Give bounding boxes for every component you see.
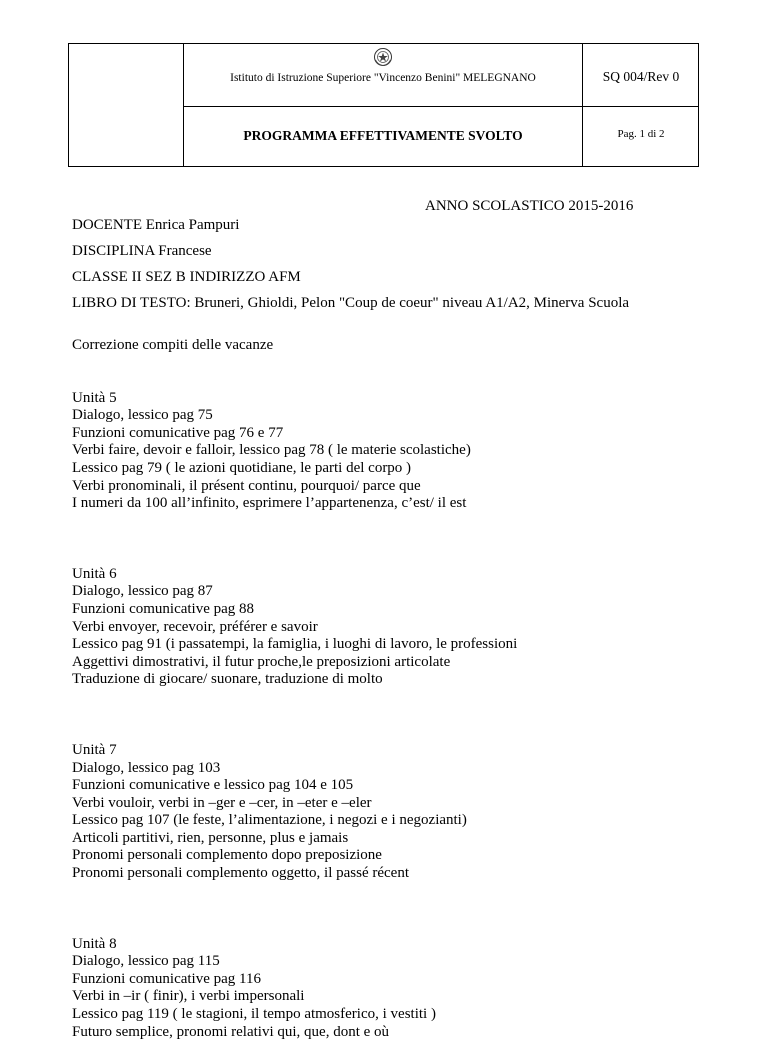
unit-line: Futuro semplice, pronomi relativi qui, que, dont e où <box>72 1023 390 1040</box>
document-title: PROGRAMMA EFFETTIVAMENTE SVOLTO <box>243 128 523 143</box>
unit-line: Articoli partitivi, rien, personne, plus e jamais <box>72 829 349 846</box>
unit-line: Dialogo, lessico pag 103 <box>72 759 221 776</box>
page-number: Pag. 1 di 2 <box>617 128 665 140</box>
unit-line: Dialogo, lessico pag 75 <box>72 407 213 424</box>
unit-title: Unità 7 <box>72 741 117 758</box>
header-divider <box>183 106 698 107</box>
unit-section <box>72 566 732 689</box>
unit-line: I numeri da 100 all’infinito, esprimere l’appartenenza, c’est/ il est <box>72 495 467 512</box>
unit-line: Pronomi personali complemento dopo preposizione <box>72 847 382 864</box>
unit-line: Lessico pag 79 ( le azioni quotidiane, le parti del corpo ) <box>72 459 412 476</box>
header-divider <box>183 44 184 166</box>
unit-line: Verbi in –ir ( finir), i verbi impersonali <box>72 988 305 1005</box>
header-divider <box>582 44 583 166</box>
unit-line: Verbi vouloir, verbi in –ger e –cer, in –eter e –eler <box>72 794 372 811</box>
school-year: ANNO SCOLASTICO 2015-2016 <box>425 198 634 214</box>
unit-section <box>72 936 732 1041</box>
unit-line: Dialogo, lessico pag 115 <box>72 953 220 970</box>
unit-line: Funzioni comunicative pag 116 <box>72 970 261 987</box>
unit-line: Aggettivi dimostrativi, il futur proche,le preposizioni articolate <box>72 653 451 670</box>
unit-line: Dialogo, lessico pag 87 <box>72 583 213 600</box>
unit-title: Unità 6 <box>72 565 117 582</box>
unit-title: Unità 5 <box>72 389 117 406</box>
institute-name: Istituto di Istruzione Superiore "Vincenzo Benini" MELEGNANO <box>230 72 536 84</box>
class: CLASSE II SEZ B INDIRIZZO AFM <box>72 269 301 285</box>
unit-title: Unità 8 <box>72 935 117 952</box>
unit-line: Verbi faire, devoir e falloir, lessico pag 78 ( le materie scolastiche) <box>72 442 471 459</box>
unit-section <box>72 742 732 883</box>
unit-line: Traduzione di giocare/ suonare, traduzione di molto <box>72 671 383 688</box>
textbook: LIBRO DI TESTO: Bruneri, Ghioldi, Pelon "Coup de coeur" niveau A1/A2, Minerva Scuola <box>72 295 630 311</box>
header-table <box>68 43 699 167</box>
unit-line: Lessico pag 91 (i passatempi, la famiglia, i luoghi di lavoro, le professioni <box>72 636 518 653</box>
units-list <box>72 390 732 1041</box>
unit-line: Funzioni comunicative pag 76 e 77 <box>72 424 284 441</box>
unit-line: Pronomi personali complemento oggetto, il passé récent <box>72 865 410 882</box>
intro-line: Correzione compiti delle vacanze <box>72 337 274 353</box>
unit-section <box>72 390 732 513</box>
unit-line: Funzioni comunicative pag 88 <box>72 600 255 617</box>
unit-line: Lessico pag 119 ( le stagioni, il tempo atmosferico, i vestiti ) <box>72 1006 436 1023</box>
unit-line: Lessico pag 107 (le feste, l’alimentazione, i negozi e i negozianti) <box>72 812 467 829</box>
program-body <box>72 337 732 1041</box>
republic-emblem-icon <box>373 47 393 67</box>
unit-line: Verbi pronominali, il présent continu, pourquoi/ parce que <box>72 477 421 494</box>
teacher: DOCENTE Enrica Pampuri <box>72 217 240 233</box>
unit-line: Verbi envoyer, recevoir, préférer e savoir <box>72 618 318 635</box>
document-code: SQ 004/Rev 0 <box>602 69 680 84</box>
unit-line: Funzioni comunicative e lessico pag 104 e 105 <box>72 777 354 794</box>
subject: DISCIPLINA Francese <box>72 243 212 259</box>
